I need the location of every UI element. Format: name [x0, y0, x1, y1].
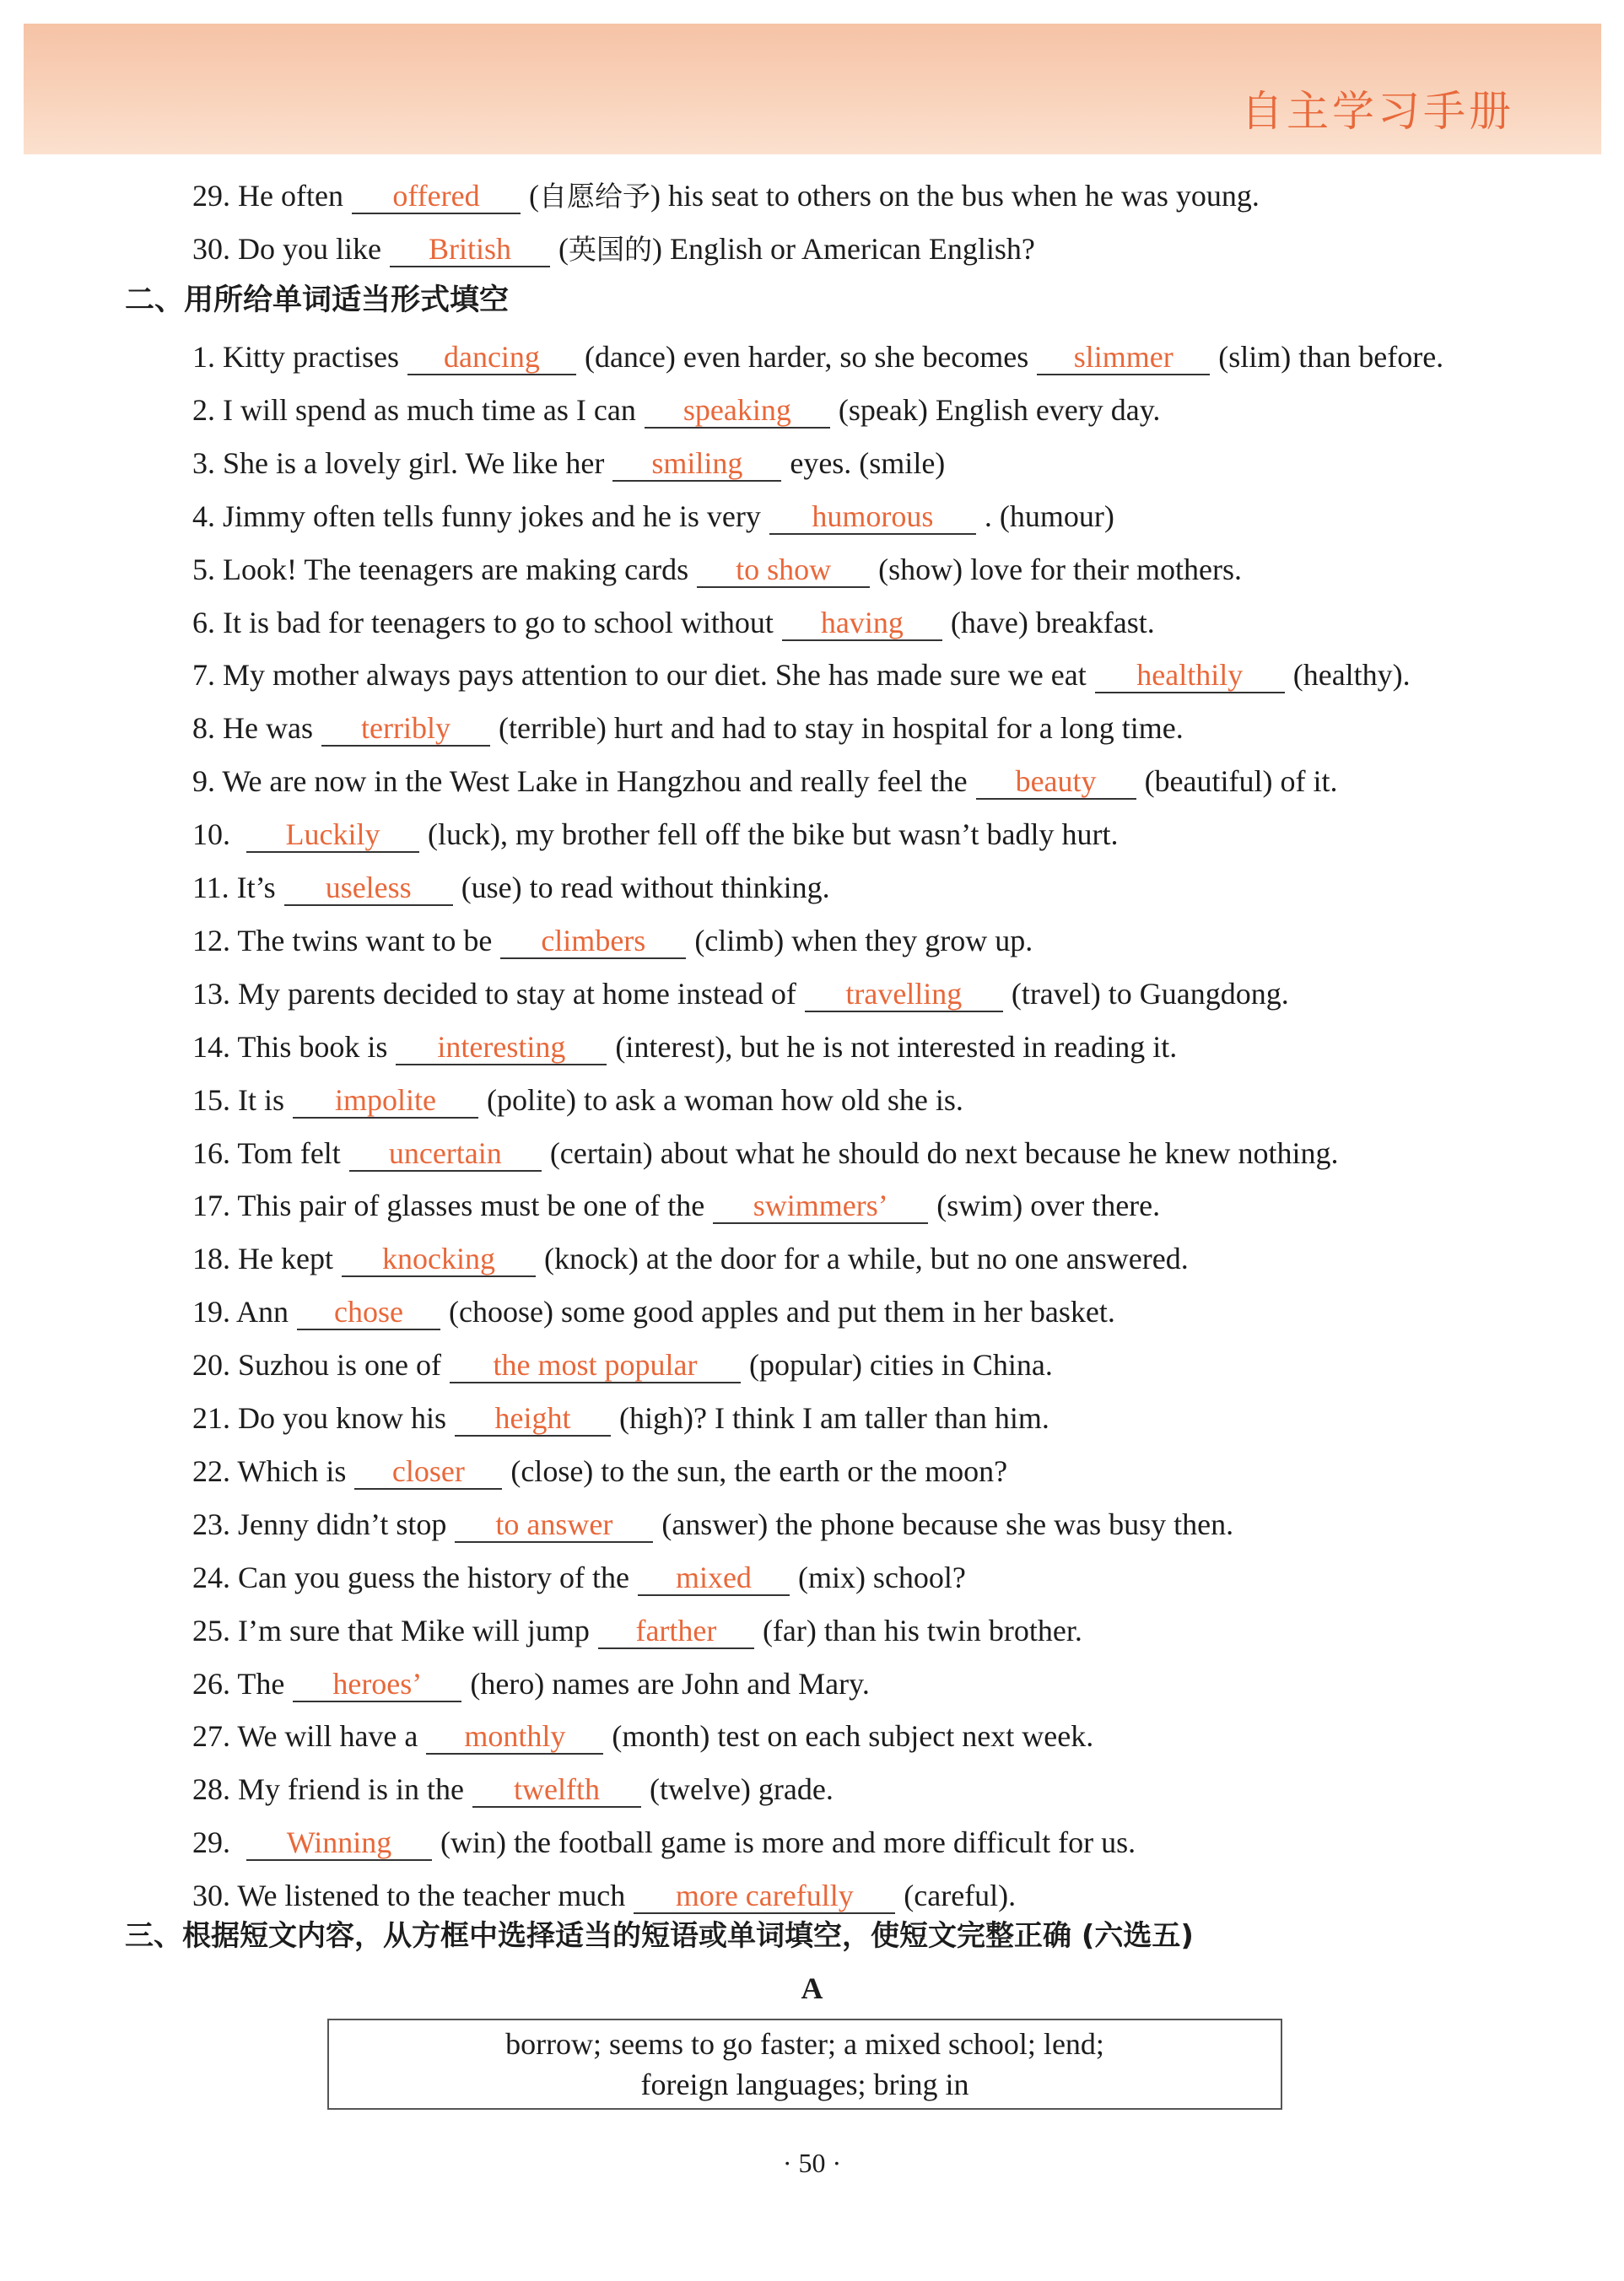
item-number: 11.	[192, 871, 237, 904]
item-number: 3.	[192, 446, 223, 480]
item-number: 16.	[192, 1136, 238, 1170]
answer-blank: terribly	[321, 706, 490, 747]
item-text-after: (polite) to ask a woman how old she is.	[487, 1083, 963, 1117]
answer-blank: speaking	[645, 388, 830, 429]
item-text-before: Ann	[236, 1295, 289, 1329]
item-text-before: The	[237, 1667, 285, 1701]
item-number: 23.	[192, 1507, 238, 1541]
item-number: 24.	[192, 1561, 238, 1594]
item-text-after: (英国的) English or American English?	[558, 232, 1035, 266]
exercise-line	[192, 1290, 1115, 1327]
item-number: 22.	[192, 1454, 238, 1488]
answer-blank: twelfth	[472, 1767, 641, 1808]
item-number: 9.	[192, 764, 223, 798]
item-text-before: We listened to the teacher much	[237, 1879, 626, 1912]
item-number: 30.	[192, 1879, 238, 1912]
exercise-line	[192, 174, 1260, 211]
exercise-line	[192, 706, 1184, 743]
item-text-after: (climb) when they grow up.	[694, 924, 1033, 957]
item-text-before: Can you guess the history of the	[238, 1561, 629, 1594]
answer-blank: travelling	[805, 972, 1003, 1012]
item-text-before: Jenny didn’t stop	[238, 1507, 447, 1541]
exercise-line	[192, 972, 1289, 1009]
answer-blank: height	[455, 1396, 611, 1437]
item-number: 29.	[192, 179, 238, 213]
exercise-line	[192, 494, 1114, 531]
item-text-after: (slim) than before.	[1218, 340, 1444, 374]
answer-blank: more carefully	[634, 1874, 895, 1914]
exercise-line	[192, 1396, 1049, 1433]
item-number: 26.	[192, 1667, 238, 1701]
exercise-line	[192, 759, 1337, 796]
answer-blank: British	[390, 227, 550, 267]
word-choice-box	[327, 2019, 1282, 2110]
item-text-before: It’s	[236, 871, 276, 904]
item-number: 15.	[192, 1083, 238, 1117]
item-text-before: My parents decided to stay at home instead of	[238, 977, 796, 1011]
section-2-title: 二、用所给单词适当形式填空	[125, 283, 510, 317]
item-number: 12.	[192, 924, 238, 957]
exercise-line	[192, 1343, 1053, 1380]
answer-blank: beauty	[976, 759, 1136, 800]
exercise-line	[192, 1714, 1093, 1751]
item-number: 29.	[192, 1825, 238, 1859]
item-text-after: (luck), my brother fell off the bike but wasn’t badly hurt.	[428, 817, 1119, 851]
exercise-line	[192, 1556, 966, 1593]
exercise-line	[192, 1131, 1339, 1168]
item-text-after: (terrible) hurt and had to stay in hospital for a long time.	[498, 711, 1184, 745]
exercise-line	[192, 1184, 1160, 1221]
answer-blank: smiling	[612, 441, 781, 482]
answer-blank: farther	[598, 1609, 754, 1649]
item-text-after: (high)? I think I am taller than him.	[619, 1401, 1049, 1435]
item-number: 28.	[192, 1772, 238, 1806]
answer-blank: impolite	[293, 1078, 478, 1119]
item-text-before: He was	[223, 711, 313, 745]
answer-blank: having	[782, 601, 942, 641]
item-text-after: (knock) at the door for a while, but no one answered.	[543, 1242, 1189, 1275]
exercise-line	[192, 919, 1033, 956]
exercise-line	[192, 1237, 1189, 1274]
answer-blank: slimmer	[1037, 335, 1210, 375]
exercise-line	[192, 865, 830, 903]
item-text-before: We will have a	[237, 1719, 418, 1753]
item-text-after: (choose) some good apples and put them in her basket.	[449, 1295, 1115, 1329]
answer-blank: interesting	[396, 1025, 607, 1065]
exercise-line	[192, 1502, 1233, 1540]
answer-blank: uncertain	[349, 1131, 542, 1172]
exercise-line	[192, 1767, 834, 1804]
answer-blank: to show	[697, 547, 870, 588]
item-text-after: (自愿给予) his seat to others on the bus when he was young.	[528, 179, 1260, 213]
header-title: 自主学习手册	[1241, 87, 1514, 136]
item-text-after: (speak) English every day.	[838, 393, 1161, 427]
item-text-after: (have) breakfast.	[950, 606, 1155, 639]
word-box-line-2: foreign languages; bring in	[640, 2068, 969, 2101]
exercise-line	[192, 441, 945, 478]
item-text-before: Suzhou is one of	[238, 1348, 441, 1382]
item-number: 19.	[192, 1295, 237, 1329]
item-number: 30.	[192, 232, 238, 266]
exercise-line	[192, 335, 1443, 372]
item-text-before: Kitty practises	[223, 340, 399, 374]
item-text-before: My friend is in the	[238, 1772, 464, 1806]
answer-blank: monthly	[426, 1714, 603, 1755]
item-text-after: (show) love for their mothers.	[878, 553, 1242, 586]
item-number: 10.	[192, 817, 238, 851]
passage-label-a: A	[801, 1971, 823, 2005]
item-text-after: (hero) names are John and Mary.	[470, 1667, 870, 1701]
item-text-before: I’m sure that Mike will jump	[238, 1614, 590, 1647]
item-text-before: She is a lovely girl. We like her	[223, 446, 605, 480]
item-text-after: (beautiful) of it.	[1144, 764, 1338, 798]
answer-blank: to answer	[455, 1502, 653, 1543]
item-text-after: (healthy).	[1292, 658, 1411, 692]
item-text-after: (month) test on each subject next week.	[612, 1719, 1094, 1753]
section-3-title: 三、根据短文内容，从方框中选择适当的短语或单词填空，使短文完整正确 (六选五)	[125, 1919, 1194, 1953]
exercise-line	[192, 388, 1160, 425]
item-text-after: (careful).	[904, 1879, 1017, 1912]
item-number: 6.	[192, 606, 223, 639]
item-number: 17.	[192, 1189, 238, 1222]
answer-blank: swimmers’	[713, 1184, 928, 1224]
item-number: 25.	[192, 1614, 238, 1647]
exercise-line	[192, 1449, 1007, 1486]
item-text-before: He often	[238, 179, 343, 213]
item-text-before: Jimmy often tells funny jokes and he is very	[223, 499, 761, 533]
item-text-after: (interest), but he is not interested in reading it.	[615, 1030, 1178, 1064]
item-text-after: (win) the football game is more and more difficult for us.	[440, 1825, 1136, 1859]
item-text-after: . (humour)	[984, 499, 1114, 533]
exercise-line	[192, 1609, 1082, 1646]
item-text-before: I will spend as much time as I can	[223, 393, 636, 427]
item-number: 14.	[192, 1030, 238, 1064]
item-text-after: (travel) to Guangdong.	[1011, 977, 1289, 1011]
exercise-line	[192, 601, 1155, 638]
item-text-before: Do you know his	[238, 1401, 447, 1435]
answer-blank: heroes’	[293, 1662, 461, 1702]
exercise-line	[192, 1025, 1177, 1062]
answer-blank: chose	[297, 1290, 440, 1330]
answer-blank: the most popular	[450, 1343, 741, 1383]
item-number: 13.	[192, 977, 238, 1011]
exercise-line	[192, 227, 1035, 264]
exercise-line	[192, 1820, 1136, 1858]
item-number: 8.	[192, 711, 223, 745]
item-text-after: (use) to read without thinking.	[461, 871, 830, 904]
answer-blank: offered	[352, 174, 521, 214]
exercise-line	[192, 812, 1118, 849]
item-number: 5.	[192, 553, 223, 586]
exercise-line	[192, 1662, 870, 1699]
item-text-after: (answer) the phone because she was busy then.	[661, 1507, 1234, 1541]
item-text-before: My mother always pays attention to our diet. She has made sure we eat	[223, 658, 1087, 692]
item-number: 27.	[192, 1719, 238, 1753]
item-number: 18.	[192, 1242, 238, 1275]
item-text-middle: (dance) even harder, so she becomes	[584, 340, 1029, 374]
item-text-before: Look! The teenagers are making cards	[223, 553, 689, 586]
item-text-before: It is	[238, 1083, 285, 1117]
item-text-after: (mix) school?	[797, 1561, 966, 1594]
item-text-before: Do you like	[238, 232, 381, 266]
answer-blank: climbers	[500, 919, 686, 959]
answer-blank: closer	[354, 1449, 502, 1490]
item-text-before: It is bad for teenagers to go to school without	[223, 606, 774, 639]
exercise-line	[192, 547, 1242, 585]
item-text-before: This book is	[237, 1030, 388, 1064]
item-text-after: (swim) over there.	[936, 1189, 1161, 1222]
answer-blank: Winning	[246, 1820, 432, 1861]
exercise-line	[192, 1078, 963, 1115]
item-text-before: Tom felt	[237, 1136, 341, 1170]
answer-blank: humorous	[769, 494, 976, 535]
item-text-before: We are now in the West Lake in Hangzhou and really feel the	[222, 764, 968, 798]
item-text-before: Which is	[237, 1454, 347, 1488]
item-text-after: (popular) cities in China.	[748, 1348, 1053, 1382]
answer-blank: useless	[284, 865, 453, 906]
item-text-after: (close) to the sun, the earth or the moon?	[510, 1454, 1008, 1488]
answer-blank: dancing	[407, 335, 576, 375]
word-box-line-1: borrow; seems to go faster; a mixed school; lend;	[505, 2027, 1104, 2061]
exercise-line	[192, 653, 1411, 690]
item-text-before: He kept	[238, 1242, 333, 1275]
answer-blank: knocking	[342, 1237, 536, 1277]
item-number: 20.	[192, 1348, 238, 1382]
item-text-after: eyes. (smile)	[790, 446, 946, 480]
item-text-after: (far) than his twin brother.	[762, 1614, 1082, 1647]
item-number: 7.	[192, 658, 223, 692]
item-text-after: (twelve) grade.	[649, 1772, 834, 1806]
item-number: 21.	[192, 1401, 238, 1435]
item-number: 1.	[192, 340, 223, 374]
item-number: 2.	[192, 393, 223, 427]
exercise-line	[192, 1874, 1016, 1911]
answer-blank: mixed	[638, 1556, 790, 1596]
item-text-before: This pair of glasses must be one of the	[237, 1189, 705, 1222]
item-text-before: The twins want to be	[237, 924, 493, 957]
page-number: · 50 ·	[782, 2148, 842, 2178]
item-text-after: (certain) about what he should do next because he knew nothing.	[549, 1136, 1339, 1170]
answer-blank: healthily	[1095, 653, 1285, 693]
answer-blank: Luckily	[246, 812, 419, 853]
item-number: 4.	[192, 499, 223, 533]
